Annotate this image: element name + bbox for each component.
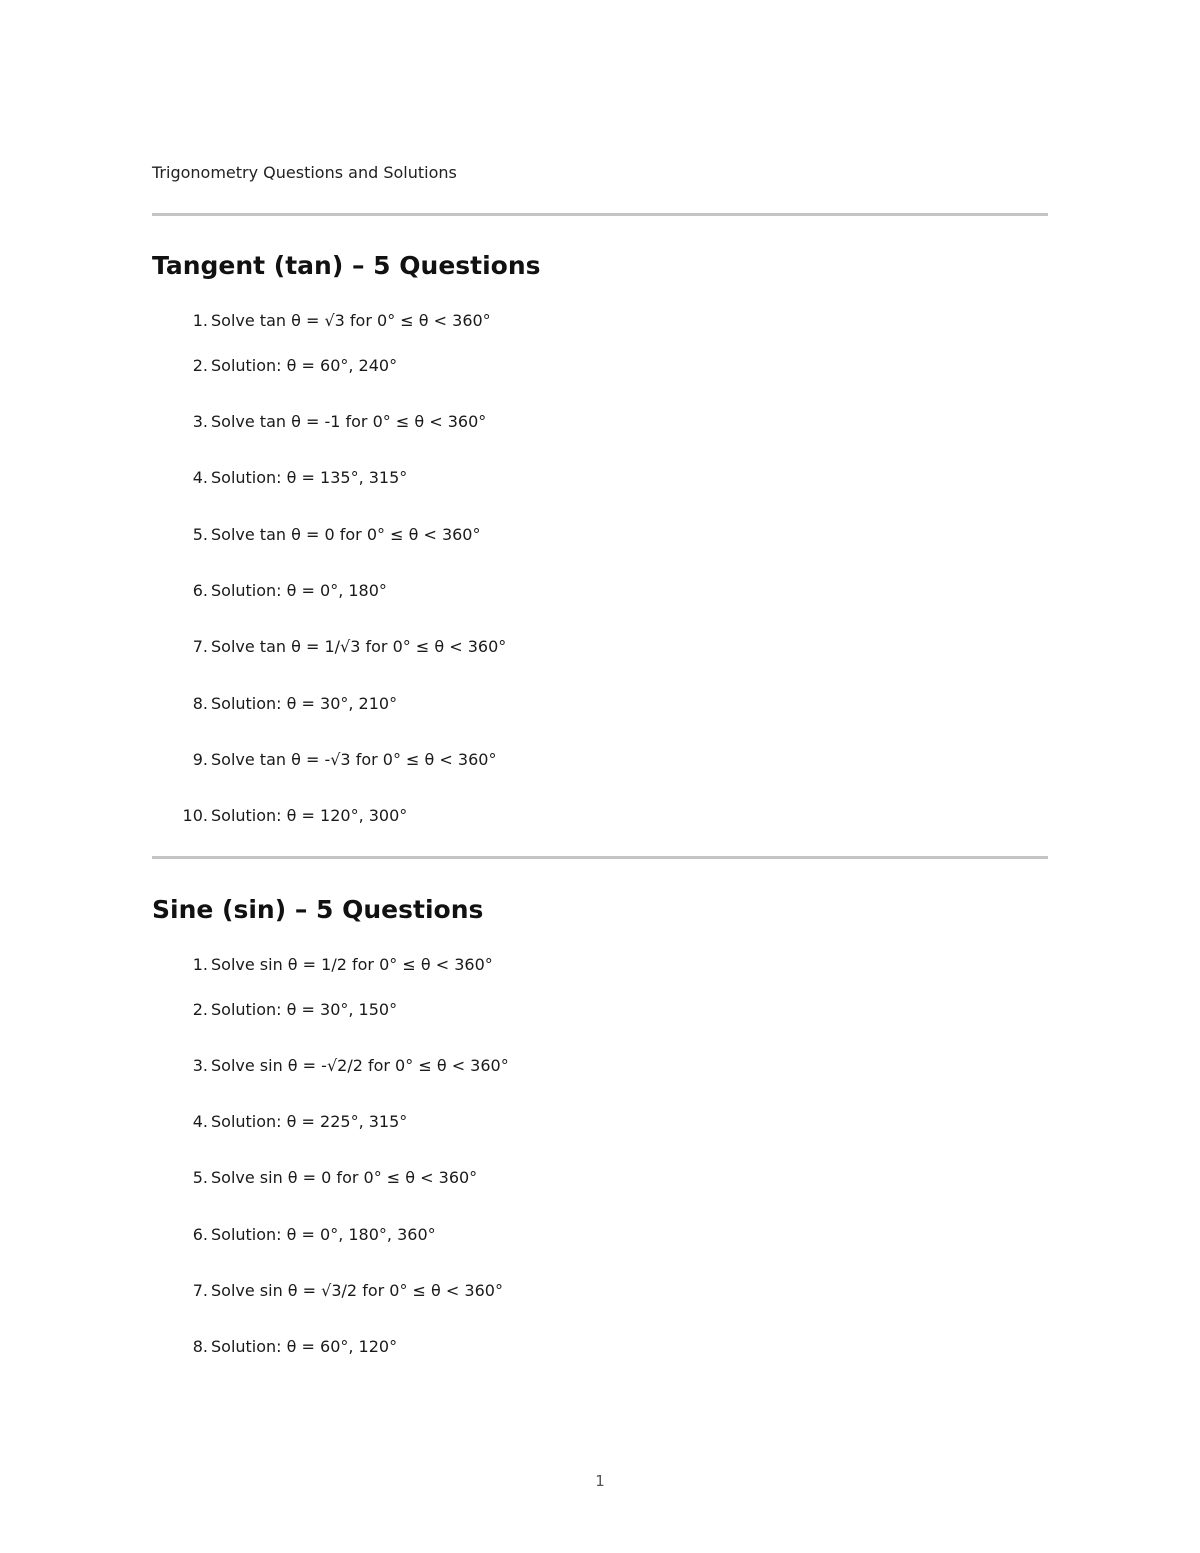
list-item-text: Solve tan θ = -1 for 0° ≤ θ < 360° xyxy=(211,412,487,431)
list-item-number: 1. xyxy=(192,955,208,974)
list-item-text: Solve tan θ = 0 for 0° ≤ θ < 360° xyxy=(211,525,481,544)
list-item xyxy=(152,748,852,772)
list-item-number: 4. xyxy=(192,468,208,487)
list-item xyxy=(152,635,852,659)
divider xyxy=(152,213,1048,216)
list-item-number: 7. xyxy=(192,1281,208,1300)
list-item-number: 1. xyxy=(192,311,208,330)
list-item-text: Solve tan θ = √3 for 0° ≤ θ < 360° xyxy=(211,311,491,330)
list-item xyxy=(152,466,852,490)
list-item-number: 2. xyxy=(192,356,208,375)
list-item-number: 7. xyxy=(192,637,208,656)
list-item-text: Solve sin θ = √3/2 for 0° ≤ θ < 360° xyxy=(211,1281,503,1300)
section-title-tangent: Tangent (tan) – 5 Questions xyxy=(152,251,541,280)
list-item-text: Solution: θ = 60°, 120° xyxy=(211,1337,398,1356)
list-item xyxy=(152,804,852,828)
list-item-text: Solution: θ = 30°, 210° xyxy=(211,694,398,713)
list-item-text: Solve sin θ = -√2/2 for 0° ≤ θ < 360° xyxy=(211,1056,509,1075)
section-title-sine: Sine (sin) – 5 Questions xyxy=(152,895,484,924)
list-item xyxy=(152,1223,852,1247)
list-item-number: 4. xyxy=(192,1112,208,1131)
list-item-text: Solve sin θ = 1/2 for 0° ≤ θ < 360° xyxy=(211,955,493,974)
list-item xyxy=(152,1110,852,1134)
list-item-text: Solution: θ = 0°, 180°, 360° xyxy=(211,1225,436,1244)
list-item-text: Solve sin θ = 0 for 0° ≤ θ < 360° xyxy=(211,1168,478,1187)
list-item xyxy=(152,998,852,1022)
list-item-number: 8. xyxy=(192,1337,208,1356)
list-item xyxy=(152,354,852,378)
list-item xyxy=(152,1279,852,1303)
list-item xyxy=(152,309,852,333)
list-item-text: Solution: θ = 60°, 240° xyxy=(211,356,398,375)
list-item xyxy=(152,410,852,434)
list-item-number: 3. xyxy=(192,1056,208,1075)
list-item-text: Solution: θ = 225°, 315° xyxy=(211,1112,408,1131)
divider xyxy=(152,856,1048,859)
list-item-number: 2. xyxy=(192,1000,208,1019)
list-item-text: Solve tan θ = 1/√3 for 0° ≤ θ < 360° xyxy=(211,637,507,656)
list-item-text: Solution: θ = 120°, 300° xyxy=(211,806,408,825)
list-item-text: Solve tan θ = -√3 for 0° ≤ θ < 360° xyxy=(211,750,497,769)
list-item xyxy=(152,692,852,716)
list-item xyxy=(152,1166,852,1190)
list-item-number: 8. xyxy=(192,694,208,713)
list-item-number: 10. xyxy=(182,806,208,825)
list-item xyxy=(152,1054,852,1078)
list-item xyxy=(152,523,852,547)
list-item-text: Solution: θ = 135°, 315° xyxy=(211,468,408,487)
list-item-number: 9. xyxy=(192,750,208,769)
list-item-number: 5. xyxy=(192,525,208,544)
list-item xyxy=(152,1335,852,1359)
list-item xyxy=(152,953,852,977)
list-item-number: 5. xyxy=(192,1168,208,1187)
list-item xyxy=(152,579,852,603)
list-item-text: Solution: θ = 0°, 180° xyxy=(211,581,387,600)
list-item-text: Solution: θ = 30°, 150° xyxy=(211,1000,398,1019)
document-header: Trigonometry Questions and Solutions xyxy=(152,163,457,182)
list-item-number: 6. xyxy=(192,1225,208,1244)
document-page xyxy=(152,0,1048,1553)
list-item-number: 6. xyxy=(192,581,208,600)
list-item-number: 3. xyxy=(192,412,208,431)
page-number: 1 xyxy=(595,1472,605,1490)
